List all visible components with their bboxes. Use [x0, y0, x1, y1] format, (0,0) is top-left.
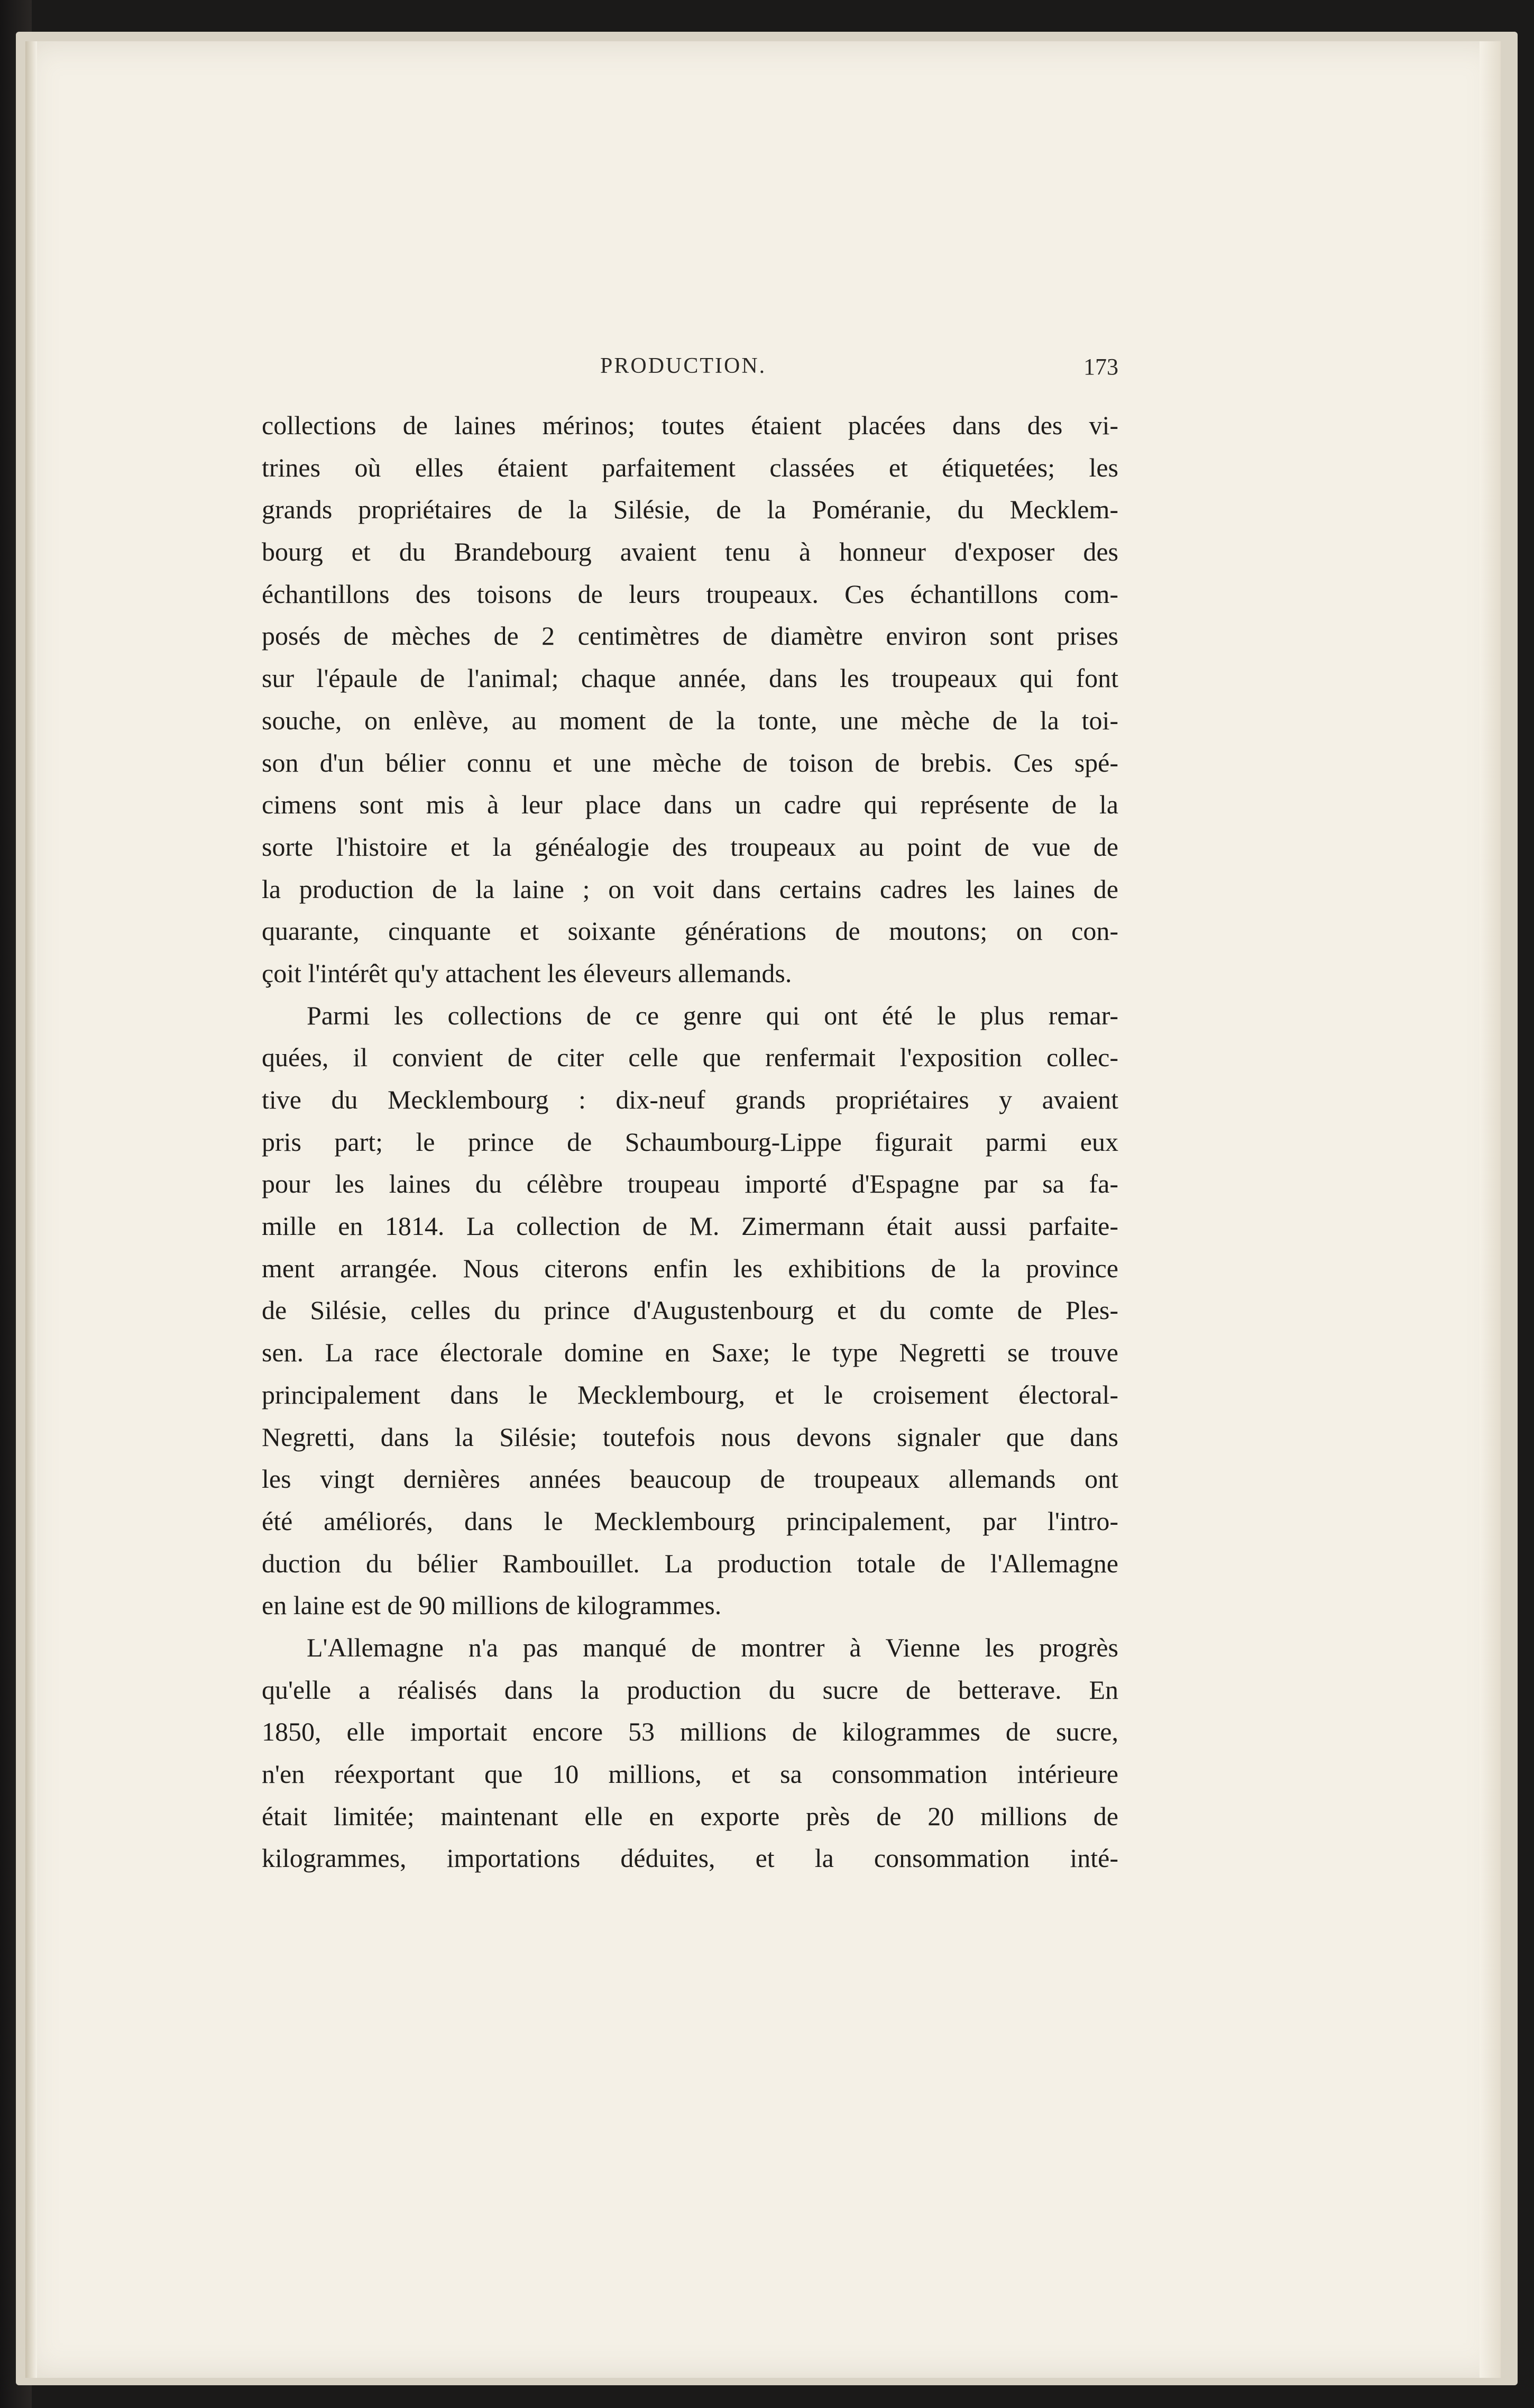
text-line: pris part; le prince de Schaumbourg-Lippe figurait parmi eux	[262, 1127, 1118, 1157]
text-line: mille en 1814. La collection de M. Zimermann était aussi parfaite-	[262, 1211, 1118, 1241]
text-line: sen. La race électorale domine en Saxe; le type Negretti se trouve	[262, 1338, 1118, 1368]
running-title: PRODUCTION.	[600, 354, 767, 378]
text-line: son d'un bélier connu et une mèche de toison de brebis. Ces spé-	[262, 747, 1118, 777]
text-line: qu'elle a réalisés dans la production du sucre de betterave. En	[262, 1674, 1118, 1705]
text-line: la production de la laine ; on voit dans certains cadres les laines de	[262, 874, 1118, 904]
page-header	[262, 353, 1118, 390]
body-text	[262, 405, 1118, 1880]
text-line: était limitée; maintenant elle en exporte près de 20 millions de	[262, 1801, 1118, 1831]
text-line: pour les laines du célèbre troupeau importé d'Espagne par sa fa-	[262, 1169, 1118, 1199]
text-line: trines où elles étaient parfaitement classées et étiquetées; les	[262, 452, 1118, 482]
text-line: échantillons des toisons de leurs troupeaux. Ces échantillons com-	[262, 579, 1118, 609]
text-line: de Silésie, celles du prince d'Augustenbourg et du comte de Ples-	[262, 1295, 1118, 1325]
text-line: çoit l'intérêt qu'y attachent les éleveurs allemands.	[262, 958, 792, 988]
text-line: ment arrangée. Nous citerons enfin les exhibitions de la province	[262, 1253, 1118, 1283]
text-line: L'Allemagne n'a pas manqué de montrer à Vienne les progrès	[307, 1632, 1118, 1662]
text-line: tive du Mecklembourg : dix-neuf grands propriétaires y avaient	[262, 1085, 1118, 1114]
text-line: en laine est de 90 millions de kilogrammes.	[262, 1590, 722, 1620]
text-line: cimens sont mis à leur place dans un cadre qui représente de la	[262, 790, 1118, 820]
text-line: Negretti, dans la Silésie; toutefois nous devons signaler que dans	[262, 1422, 1118, 1452]
text-line: souche, on enlève, au moment de la tonte, une mèche de la toi-	[262, 705, 1118, 735]
paragraph-1	[262, 405, 1118, 995]
text-line: n'en réexportant que 10 millions, et sa consommation intérieure	[262, 1759, 1118, 1789]
text-line: duction du bélier Rambouillet. La production totale de l'Allemagne	[262, 1548, 1118, 1578]
text-line: collections de laines mérinos; toutes étaient placées dans des vi-	[262, 410, 1118, 440]
text-line: été améliorés, dans le Mecklembourg principalement, par l'intro-	[262, 1506, 1118, 1536]
text-line: posés de mèches de 2 centimètres de diamètre environ sont prises	[262, 621, 1118, 651]
page-gutter	[25, 41, 37, 2378]
text-line: sur l'épaule de l'animal; chaque année, dans les troupeaux qui font	[262, 663, 1118, 693]
text-line: quées, il convient de citer celle que renfermait l'exposition collec-	[262, 1042, 1118, 1073]
text-line: principalement dans le Mecklembourg, et le croisement électoral-	[262, 1379, 1118, 1409]
text-line: quarante, cinquante et soixante générations de moutons; on con-	[262, 916, 1118, 946]
text-line: sorte l'histoire et la généalogie des troupeaux au point de vue de	[262, 831, 1118, 862]
paragraph-3	[262, 1627, 1118, 1880]
paragraph-2	[262, 995, 1118, 1627]
text-line: 1850, elle importait encore 53 millions de kilogrammes de sucre,	[262, 1717, 1118, 1747]
text-line: kilogrammes, importations déduites, et la consommation inté-	[262, 1843, 1118, 1873]
page-fore-edge	[1480, 41, 1501, 2378]
text-line: bourg et du Brandebourg avaient tenu à honneur d'exposer des	[262, 537, 1118, 567]
page-number: 173	[1083, 354, 1118, 380]
text-line: les vingt dernières années beaucoup de troupeaux allemands ont	[262, 1464, 1118, 1494]
text-line: Parmi les collections de ce genre qui ont été le plus remar-	[307, 1000, 1118, 1030]
text-line: grands propriétaires de la Silésie, de la Poméranie, du Mecklem-	[262, 495, 1118, 525]
